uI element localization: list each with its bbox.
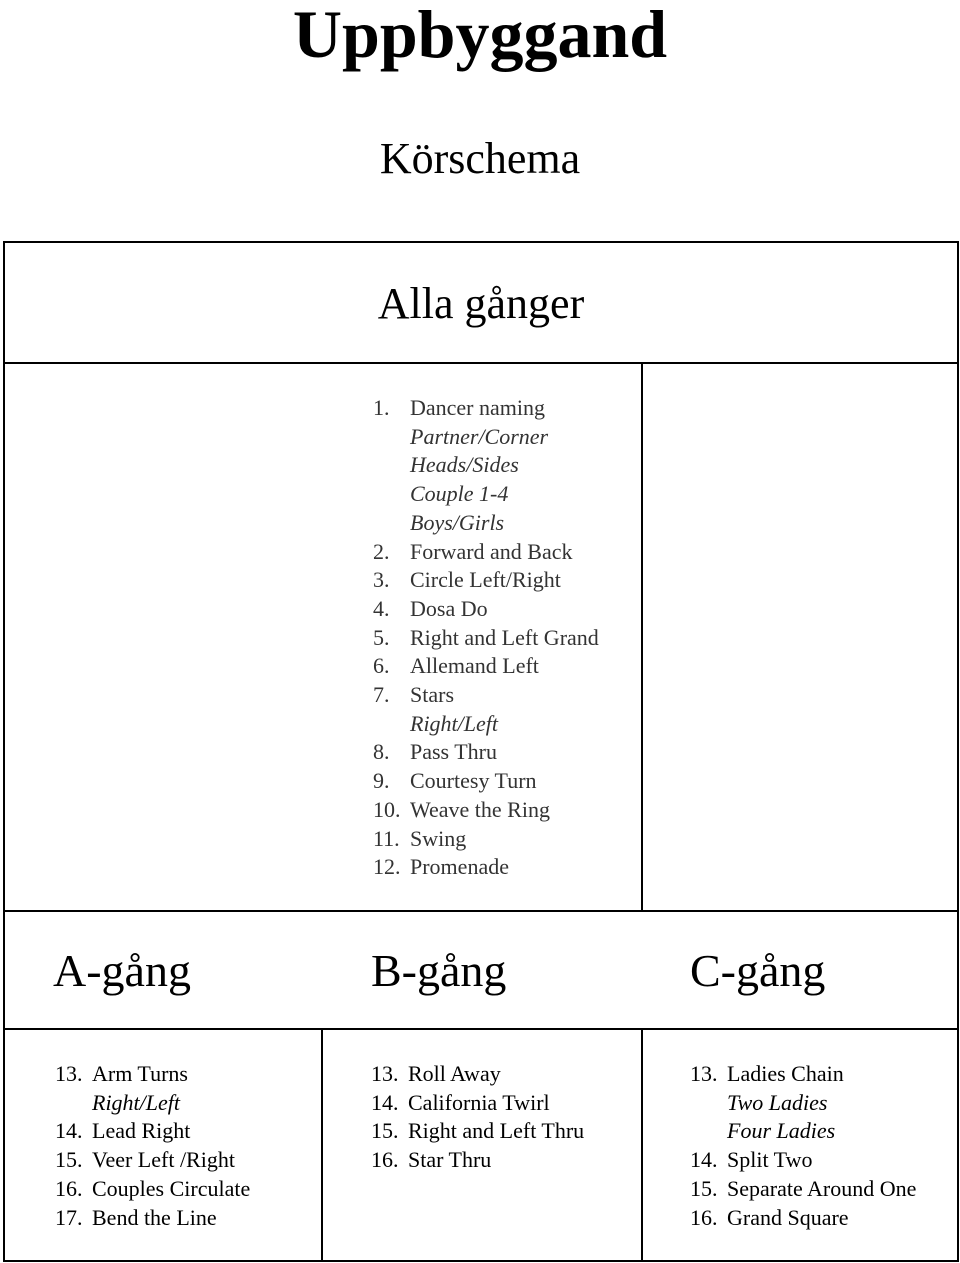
item-label: Allemand Left [410,653,539,679]
schedule-table [3,241,959,1262]
item-label: Couples Circulate [92,1175,251,1201]
list-item [371,1117,584,1146]
a-gang-heading: A-gång [53,945,191,996]
list-item [373,738,599,767]
item-number: 11. [373,825,400,851]
item-number: 13. [690,1061,718,1086]
list-item [55,1117,250,1146]
item-number: 16. [55,1175,83,1201]
alla-ganger-heading: Alla gånger [377,279,585,328]
b-gang-heading: B-gång [371,945,507,996]
c-gang-heading: C-gång [690,945,826,996]
item-label: Forward and Back [410,538,573,564]
item-label: Dosa Do [410,595,488,621]
list-item [690,1146,916,1175]
item-label: Pass Thru [410,739,497,765]
c-gang-list [690,1060,916,1232]
item-number: 15. [55,1147,83,1173]
list-item [373,566,599,595]
item-number: 9. [373,768,390,794]
item-number: 2. [373,538,390,564]
divider [5,1028,957,1030]
list-item [55,1175,250,1204]
list-item [371,1089,584,1118]
item-number: 3. [373,567,390,593]
item-label: Promenade [410,854,509,880]
list-item [373,394,599,423]
item-label: Swing [410,825,467,851]
item-label: Ladies Chain [727,1061,844,1086]
item-number: 13. [371,1061,399,1086]
item-number: 14. [371,1089,399,1115]
sub-item: Right/Left [92,1089,180,1115]
item-number: 17. [55,1204,83,1230]
item-number: 15. [371,1118,399,1144]
list-item [373,538,599,567]
item-label: Split Two [727,1147,813,1173]
item-label: Right and Left Grand [410,624,599,650]
b-gang-list [371,1060,584,1175]
sub-item: Two Ladies [727,1089,828,1115]
sub-item: Boys/Girls [410,509,505,535]
list-item [371,1060,584,1089]
item-number: 10. [373,796,401,822]
item-number: 14. [55,1118,83,1144]
list-item [690,1175,916,1204]
divider [641,1028,643,1260]
item-label: Grand Square [727,1204,849,1230]
divider [321,1028,323,1260]
list-item [55,1146,250,1175]
sub-item: Partner/Corner [410,423,549,449]
sub-item: Right/Left [410,710,498,736]
list-item [690,1060,916,1089]
item-label: California Twirl [408,1089,550,1115]
alla-ganger-list [373,394,599,882]
list-item [373,624,599,653]
list-item [373,595,599,624]
item-number: 7. [373,682,390,708]
list-item [55,1204,250,1233]
list-item [690,1204,916,1233]
sub-item: Couple 1-4 [410,481,509,507]
item-number: 13. [55,1061,83,1086]
list-item [373,767,599,796]
list-item [373,681,599,710]
item-label: Roll Away [408,1061,501,1086]
item-number: 12. [373,854,401,880]
item-label: Courtesy Turn [410,768,537,794]
item-number: 14. [690,1147,718,1173]
list-item [373,825,599,854]
list-item [373,796,599,825]
item-number: 8. [373,739,390,765]
item-number: 4. [373,595,390,621]
item-label: Arm Turns [92,1061,188,1086]
divider [5,910,957,912]
item-number: 6. [373,653,390,679]
divider [641,362,643,912]
item-label: Bend the Line [92,1204,217,1230]
divider [5,362,957,364]
sub-item: Heads/Sides [410,452,519,478]
item-number: 15. [690,1175,718,1201]
list-item [371,1146,584,1175]
item-number: 16. [690,1204,718,1230]
item-label: Circle Left/Right [410,567,561,593]
item-number: 16. [371,1147,399,1173]
list-item [373,652,599,681]
page-title: Uppbyggand [292,0,668,72]
item-label: Dancer naming [410,395,545,420]
item-number: 1. [373,395,390,420]
sub-item: Four Ladies [727,1118,836,1144]
item-label: Separate Around One [727,1175,917,1201]
list-item [373,853,599,882]
item-label: Right and Left Thru [408,1118,585,1144]
item-label: Lead Right [92,1118,191,1144]
item-number: 5. [373,624,390,650]
item-label: Veer Left /Right [92,1147,235,1173]
item-label: Stars [410,682,454,708]
item-label: Star Thru [408,1147,492,1173]
item-label: Weave the Ring [410,796,550,822]
list-item [55,1060,250,1089]
a-gang-list [55,1060,250,1232]
page-subtitle: Körschema [379,134,581,183]
